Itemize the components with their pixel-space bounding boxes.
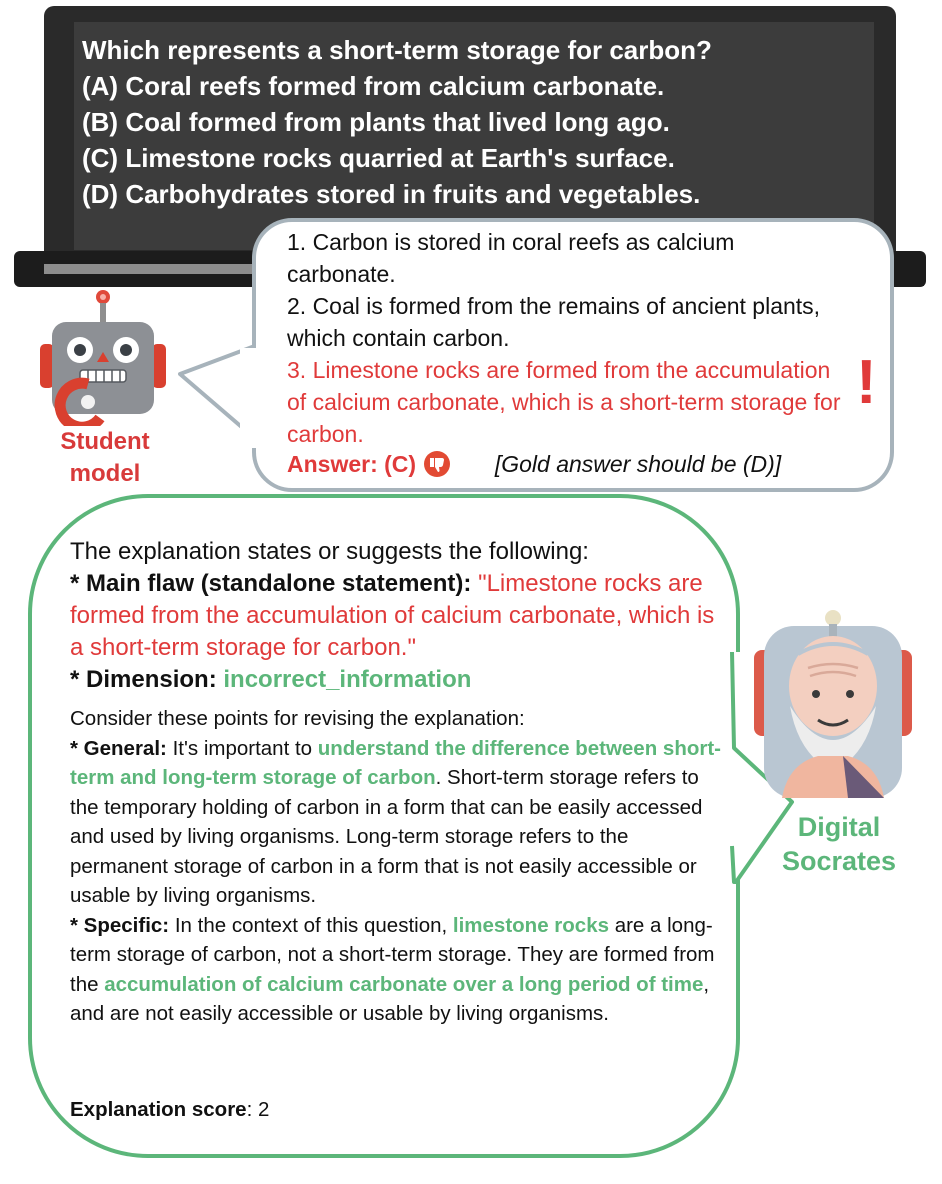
specific-label: * Specific:: [70, 913, 170, 937]
socrates-avatar-icon: [748, 604, 918, 804]
question-option-a: (A) Coral reefs formed from calcium carbonate.: [82, 71, 665, 101]
score-label: Explanation score: [70, 1098, 247, 1121]
student-bubble-tail-cover: [240, 348, 270, 448]
question-option-b: (B) Coal formed from plants that lived long ago.: [82, 107, 670, 137]
general-suggestion: [70, 734, 730, 911]
score-separator: :: [246, 1098, 253, 1121]
thumbs-down-icon: [424, 451, 450, 477]
question-option-c: (C) Limestone rocks quarried at Earth's surface.: [82, 143, 675, 173]
student-step-2: 2. Coal is formed from the remains of ancient plants, which contain carbon.: [287, 293, 821, 351]
student-step-3-flawed: 3. Limestone rocks are formed from the accumulation of calcium carbonate, which is a short-term storage for carbon.: [287, 357, 841, 447]
specific-highlight-accumulation: accumulation of calcium carbonate over a long period of time: [104, 972, 704, 996]
score-value: 2: [258, 1098, 270, 1121]
student-step-1: 1. Carbon is stored in coral reefs as calcium carbonate.: [287, 229, 735, 287]
general-pre: It's important to: [172, 736, 313, 760]
robot-icon: [36, 286, 170, 426]
revision-intro: Consider these points for revising the explanation:: [70, 707, 525, 730]
general-post: . Short-term storage refers to the temporary holding of carbon in a form that can be easily accessed and used by living organisms. Long-term storage refers to the permanent storage of carbon in a form that is not easily accessible or usable by living organisms.: [70, 766, 703, 907]
digital-socrates-label: Digital Socrates: [781, 812, 897, 876]
student-model-label: Student model: [60, 428, 150, 487]
dimension-label: * Dimension:: [70, 666, 217, 693]
main-flaw: [70, 568, 730, 664]
explanation-score: [70, 1096, 470, 1124]
student-answer-line: [287, 450, 887, 479]
question-stem: Which represents a short-term storage for carbon?: [82, 35, 712, 65]
question-option-d: (D) Carbohydrates stored in fruits and vegetables.: [82, 179, 701, 209]
dimension: [70, 664, 730, 696]
gold-answer-note: [Gold answer should be (D)]: [494, 451, 782, 477]
student-answer: Answer: (C): [287, 451, 417, 477]
question-text: [82, 32, 882, 212]
main-flaw-text: "Limestone rocks are formed from the accumulation of calcium carbonate, which is a short-term storage for carbon.": [70, 570, 715, 661]
specific-mid: are a long-term storage of carbon, not a short-term storage. They are formed from the: [70, 913, 715, 996]
dimension-value: incorrect_information: [223, 666, 472, 693]
general-highlight: understand the difference between short-term and long-term storage of carbon: [70, 736, 721, 789]
specific-post: , and are not easily accessible or usable by living organisms.: [70, 972, 710, 1025]
student-explanation: [287, 226, 847, 450]
critique-main: [70, 536, 730, 696]
specific-highlight-limestone: limestone rocks: [452, 913, 609, 937]
critique-intro: The explanation states or suggests the following:: [70, 538, 589, 565]
specific-pre: In the context of this question,: [174, 913, 448, 937]
error-exclamation-icon: !: [856, 348, 877, 417]
general-label: * General:: [70, 736, 167, 760]
main-flaw-label: * Main flaw (standalone statement):: [70, 570, 472, 597]
specific-suggestion: [70, 911, 730, 1029]
revision-suggestions: [70, 704, 730, 1029]
